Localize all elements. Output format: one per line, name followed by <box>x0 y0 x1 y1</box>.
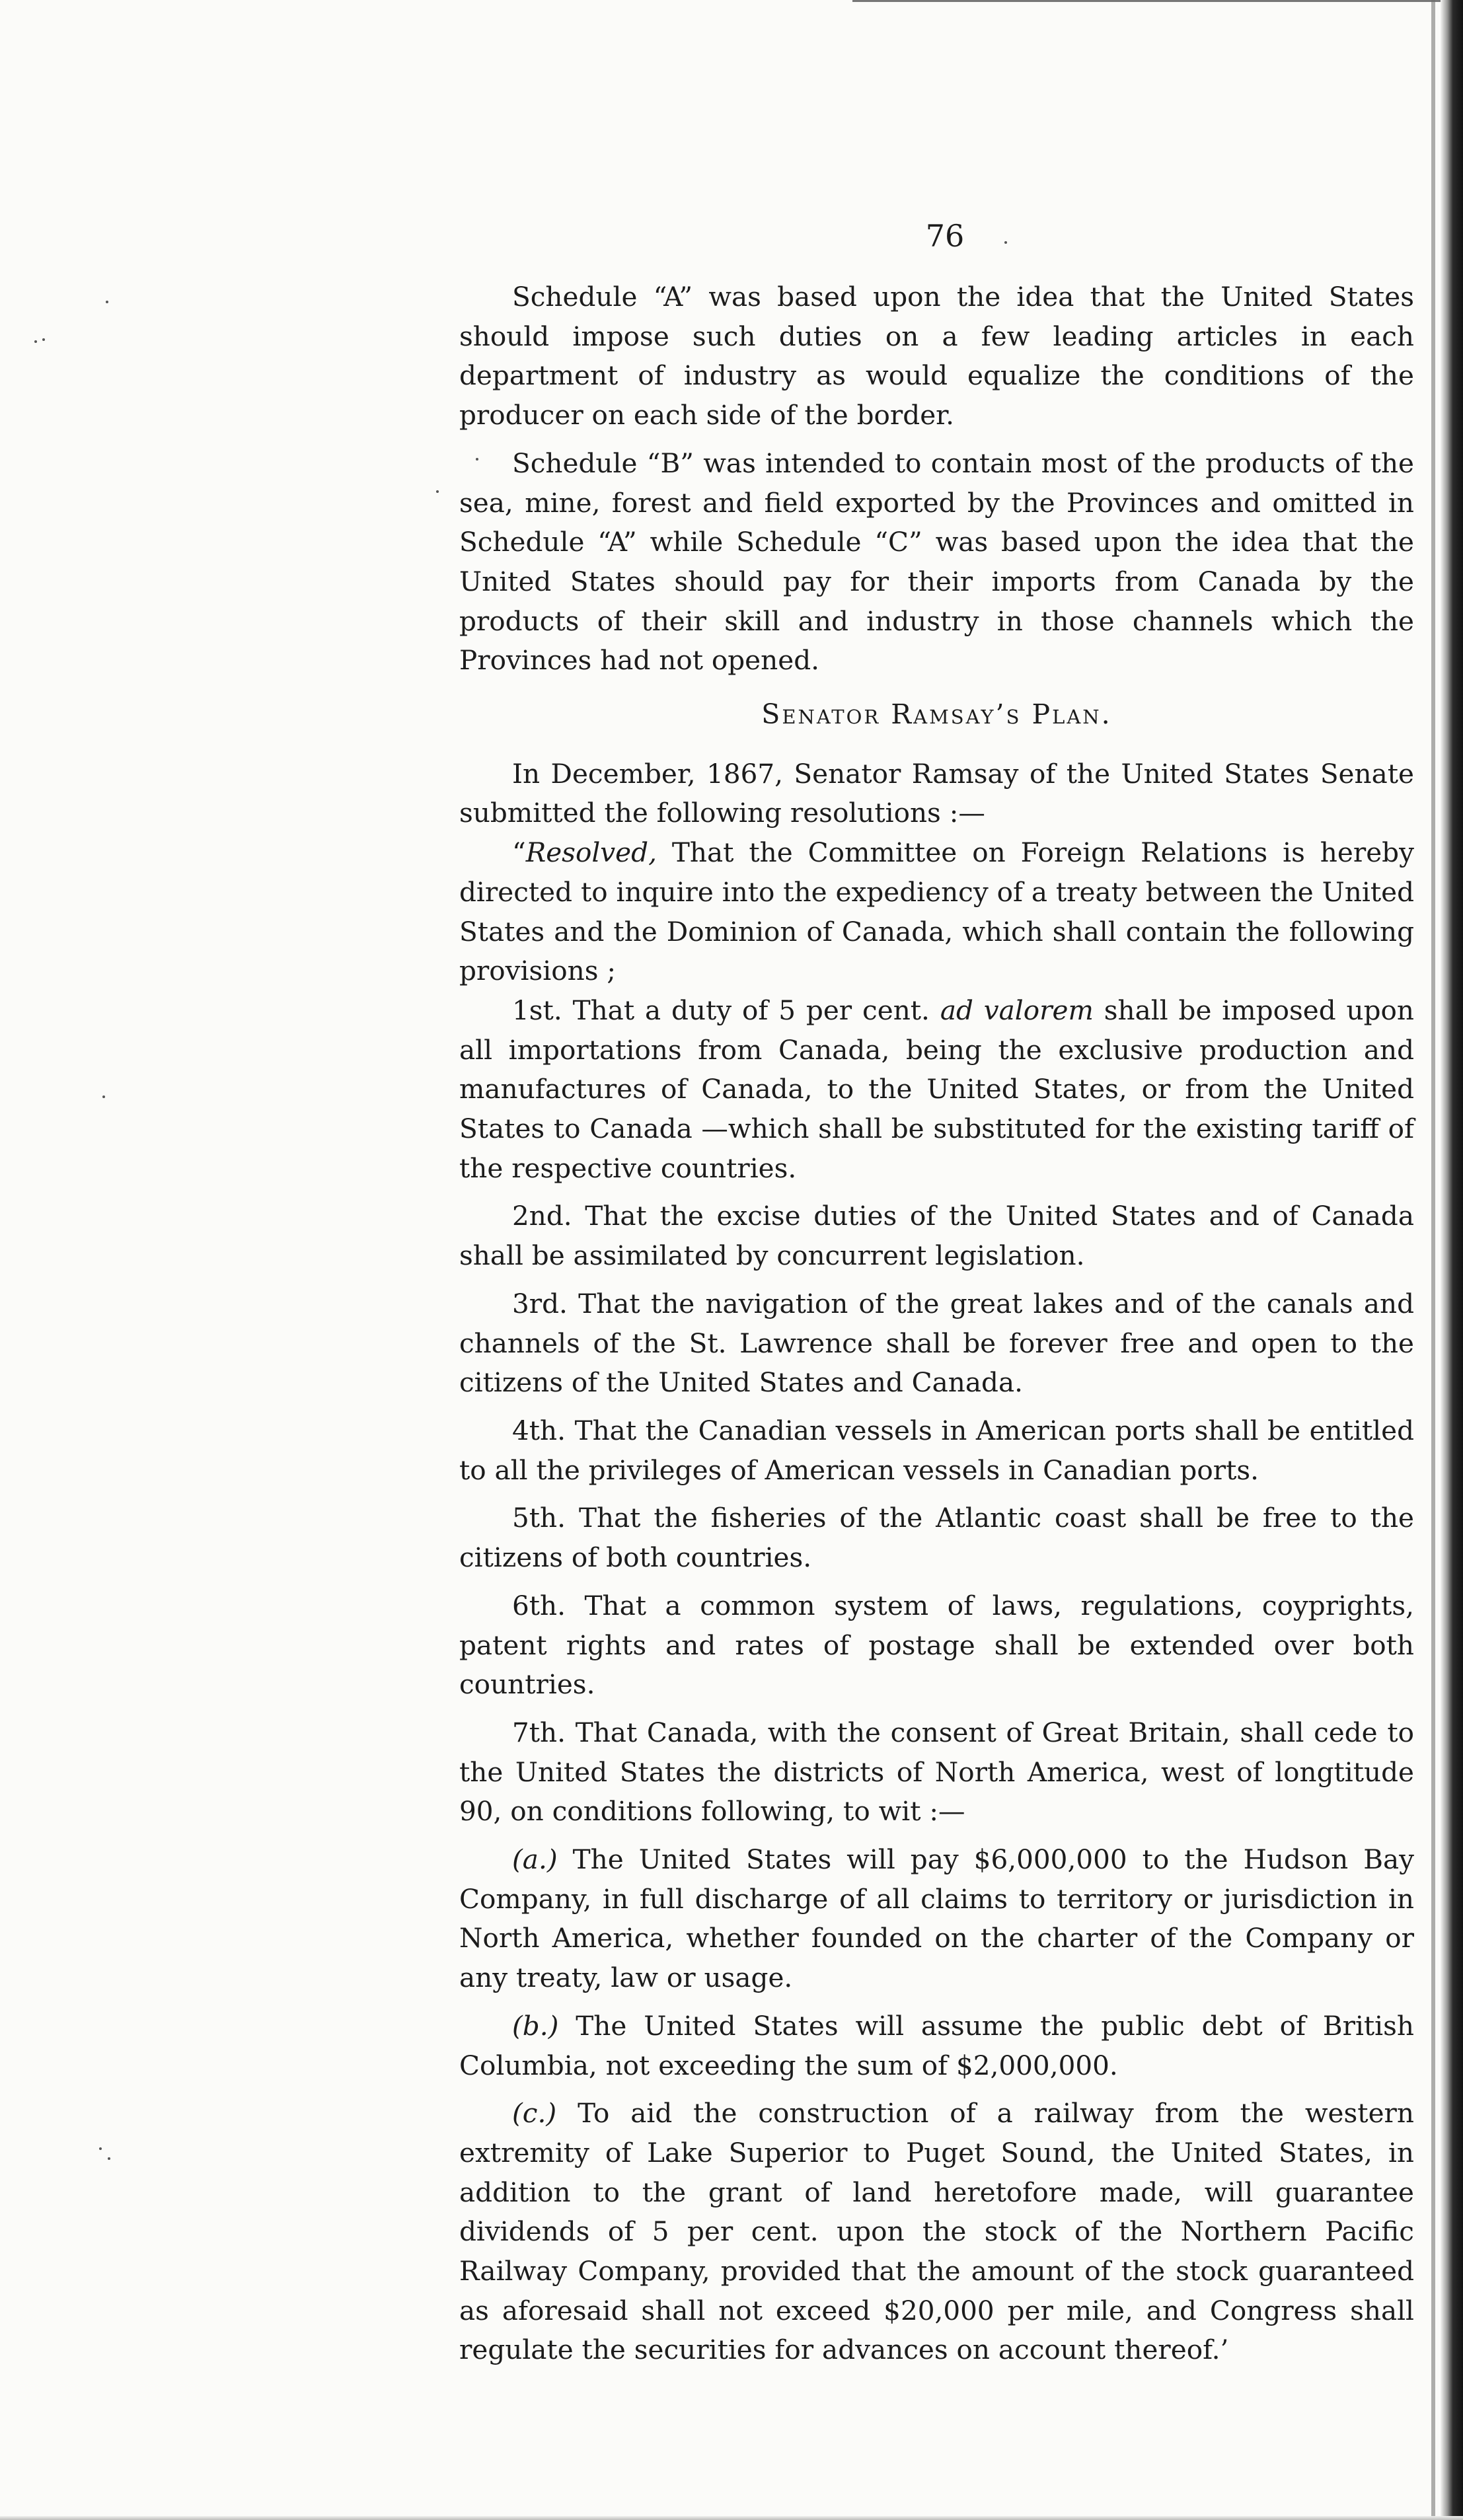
scan-shadow-line <box>1431 0 1435 2520</box>
scan-edge-bottom <box>0 2516 1463 2520</box>
condition-b-text: The United States will assume the public debt of British Columbia, not exceeding the sum of $2,000,000. <box>459 2009 1414 2081</box>
body-text <box>459 278 1414 2379</box>
quote-mark: “ <box>512 836 526 869</box>
condition-a-label: (a.) <box>512 1843 558 1876</box>
scan-speck <box>34 340 37 343</box>
condition-a <box>459 1840 1414 1998</box>
resolution-text: That the Committee on Foreign Relations is hereby directed to inquire into the expediency of a treaty between the United States and the Dominion of Canada, which shall contain the following provisions ; <box>459 836 1414 987</box>
scan-speck <box>436 490 439 493</box>
provision-2nd: 2nd. That the excise duties of the United States and of Canada shall be assimilated by concurrent legislation. <box>459 1200 1414 1272</box>
ad-valorem-italic: ad valorem <box>940 994 1094 1026</box>
scan-speck <box>1004 241 1007 244</box>
provision-1st-after: shall be imposed upon all importations from Canada, being the exclusive production and manufactures of Canada, to the United States, or from the United States to Canada —which shall be substituted for the existing tariff of the respective countries. <box>459 994 1414 1184</box>
provision-1st <box>459 991 1414 1189</box>
condition-c-text: To aid the construction of a railway from the western extremity of Lake Superior to Puget Sound, the United States, in addition to the grant of land heretofore made, will guarantee dividends of 5 per cent. upon the stock of the Northern Pacific Railway Company, provided that the amount of the stock guaranteed as aforesaid shall not exceed $20,000 per mile, and Congress shall regulate the securities for advances on account thereof.’ <box>459 2097 1414 2366</box>
page-number: 76 <box>925 218 965 254</box>
provision-3rd: 3rd. That the navigation of the great lakes and of the canals and channels of the St. Lawrence shall be forever free and open to the citizens of the United States and Canada. <box>459 1287 1414 1399</box>
provision-6th: 6th. That a common system of laws, regulations, coyprights, patent rights and rates of postage shall be extended over both countries. <box>459 1589 1414 1701</box>
paragraph-resolution <box>459 833 1414 991</box>
condition-a-text: The United States will pay $6,000,000 to the Hudson Bay Company, in full discharge of all claims to territory or jurisdiction in North America, whether founded on the charter of the Company or any treaty, law or usage. <box>459 1843 1414 1994</box>
provision-7th: 7th. That Canada, with the consent of Great Britain, shall cede to the United States the districts of North America, west of longtitude 90, on conditions following, to wit :— <box>459 1716 1414 1828</box>
provision-5th: 5th. That the fisheries of the Atlantic coast shall be free to the citizens of both countries. <box>459 1502 1414 1574</box>
scan-speck <box>42 338 45 341</box>
resolved-italic: Resolved, <box>525 836 657 869</box>
paragraph-intro: In December, 1867, Senator Ramsay of the United States Senate submitted the following resolutions :— <box>459 757 1414 829</box>
scan-edge-top <box>852 0 1441 2</box>
provision-1st-before: 1st. That a duty of 5 per cent. <box>512 994 940 1026</box>
provision-4th: 4th. That the Canadian vessels in American ports shall be entitled to all the privileges of American vessels in Canadian ports. <box>459 1414 1414 1486</box>
condition-c-label: (c.) <box>512 2097 557 2130</box>
scan-speck <box>99 2147 102 2150</box>
paragraph-schedule-b-c: Schedule “B” was intended to contain most of the products of the sea, mine, forest and field exported by the Provinces and omitted in Schedule “A” while Schedule “C” was based upon the idea that the United States should pay for their imports from Canada by the products of their skill and industry in those channels which the Provinces had not opened. <box>459 447 1414 677</box>
condition-b <box>459 2007 1414 2085</box>
condition-b-label: (b.) <box>512 2009 559 2042</box>
section-heading: Senator Ramsay’s Plan. <box>761 698 1112 731</box>
scan-speck <box>102 1095 105 1098</box>
scan-speck <box>108 2157 110 2160</box>
paragraph-schedule-a: Schedule “A” was based upon the idea that the United States should impose such duties on a few leading articles in each department of industry as would equalize the conditions of the producer on each side of the border. <box>459 281 1414 431</box>
condition-c <box>459 2094 1414 2370</box>
scan-speck <box>106 301 108 303</box>
scan-edge-right <box>1441 0 1463 2520</box>
